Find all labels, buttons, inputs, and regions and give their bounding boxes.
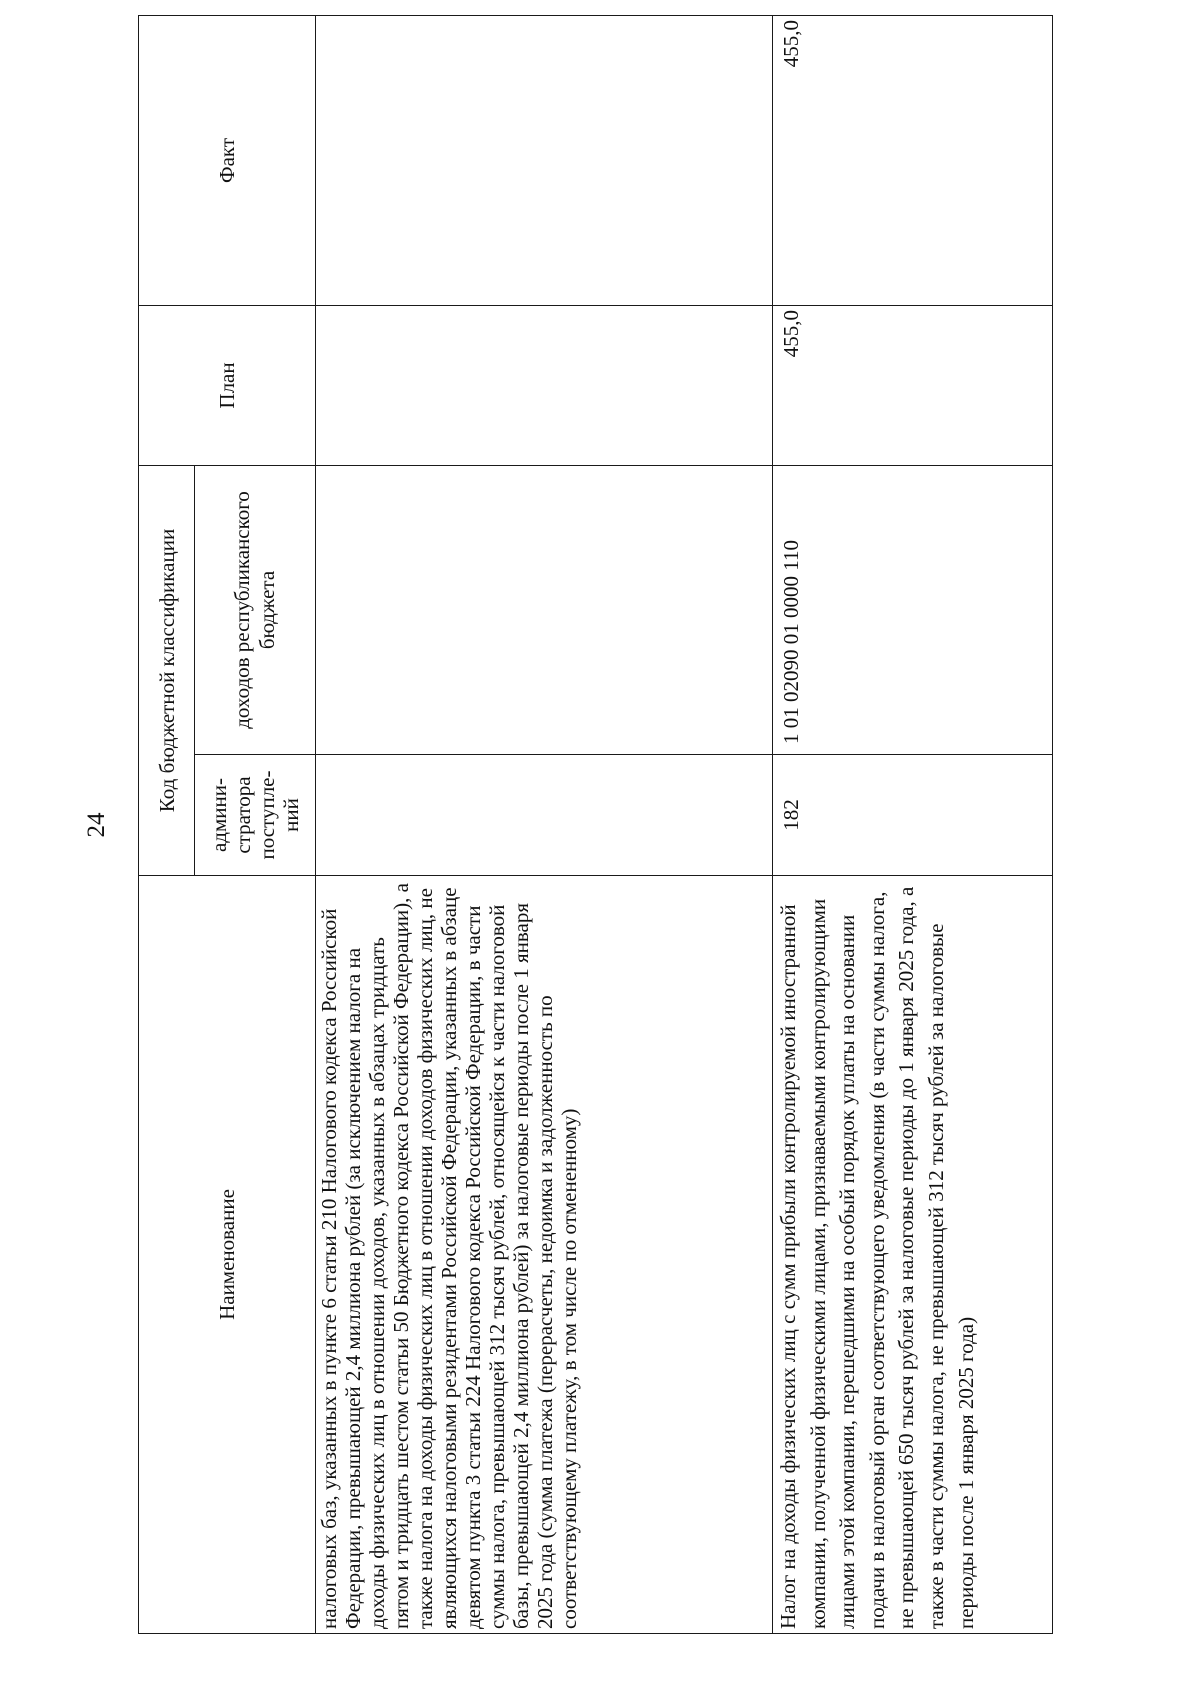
header-income: доходов республиканского бюджета: [195, 465, 316, 754]
row-name: Налог на доходы физических лиц с сумм прибыли контролируемой иностранной компании, полученной физическими лицами, признаваемыми контролирующими лицами этой компании, перешедшими на особый порядок уплаты на основании подачи в налоговый орган соответствующего уведомления (в части суммы налога, не превышающей 650 тысяч рублей за налоговые периоды до 1 января 2025 года, а также в части суммы налога, не превышающей 312 тысяч рублей за налоговые периоды после 1 января 2025 года): [773, 876, 1053, 1634]
header-code-group: Код бюджетной классификации: [139, 465, 195, 875]
row-name: налоговых баз, указанных в пункте 6 статьи 210 Налогового кодекса Российской Федерации, превышающей 2,4 миллиона рублей (за исключением налога на доходы физических лиц в отношении доходов, указанных в абзацах тридцать пятом и тридцать шестом статьи 50 Бюджетного кодекса Российской Федерации), а также налога на доходы физических лиц в отношении доходов физических лиц, не являющихся налоговыми резидентами Российской Федерации, указанных в абзаце девятом пункта 3 статьи 224 Налогового кодекса Российской Федерации, в части суммы налога, превышающей 312 тысяч рублей, относящейся к части налоговой базы, превышающей 2,4 миллиона рублей) за налоговые периоды после 1 января 2025 года (сумма платежа (перерасчеты, недоимка и задолженность по соответствующему платежу, в том числе по отмененному): [316, 876, 773, 1634]
row-budget-code: 1 01 02090 01 0000 110: [773, 465, 1053, 754]
row-fact: 455,0: [773, 15, 1053, 305]
row-admin-code: [316, 755, 773, 876]
header-admin: админи-стратора поступле-ний: [195, 755, 316, 876]
budget-classification-table: [138, 15, 1053, 1634]
page-number: 24: [83, 812, 110, 838]
row-fact: [316, 15, 773, 305]
row-plan: 455,0: [773, 305, 1053, 465]
row-admin-code: 182: [773, 755, 1053, 876]
header-plan: План: [139, 305, 316, 465]
row-plan: [316, 305, 773, 465]
row-budget-code: [316, 465, 773, 754]
header-name: Наименование: [139, 876, 316, 1634]
header-fact: Факт: [139, 15, 316, 305]
header-row-1: [139, 15, 195, 1633]
table-row: [773, 15, 1053, 1633]
budget-table-rotated: [138, 16, 1052, 1634]
table-row: [316, 15, 773, 1633]
